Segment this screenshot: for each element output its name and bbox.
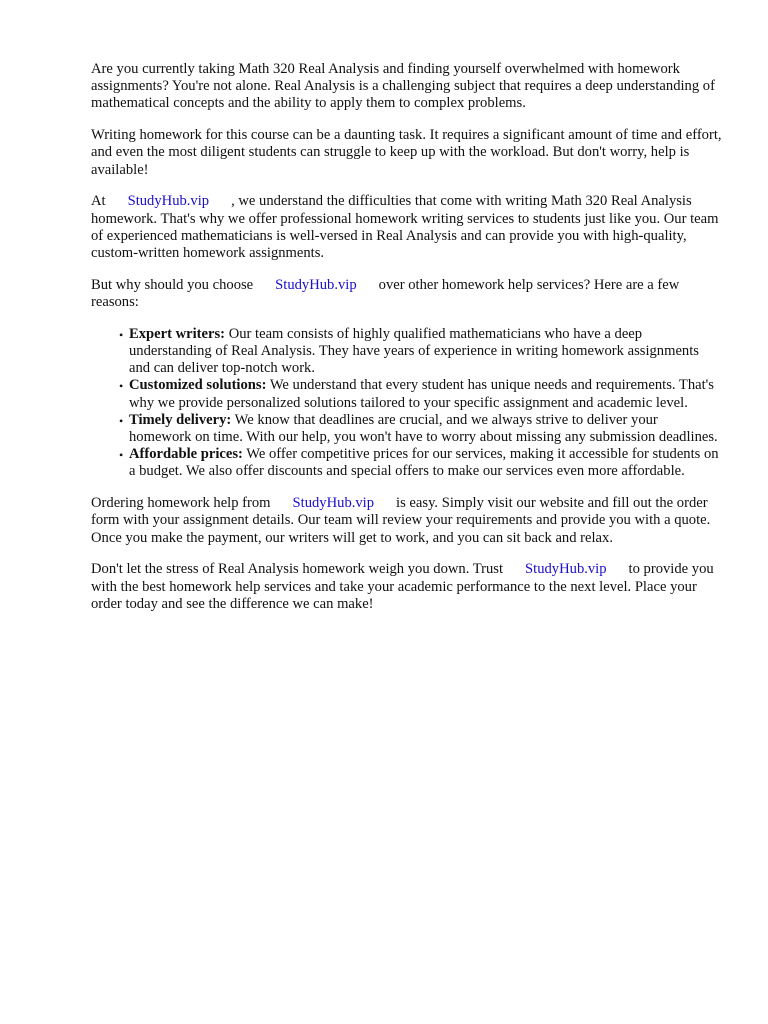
- list-item-text: We offer competitive prices for our services, making it accessible for students on a budget. We also offer discounts and special offers to make our services even more affordable.: [129, 446, 719, 480]
- list-item: [91, 377, 723, 411]
- studyhub-link[interactable]: StudyHub.vip: [292, 495, 375, 512]
- about-text-after: , we understand the difficulties that come with writing Math 320 Real Analysis homework. That's why we offer professional homework writing services to students just like you. Our team of experienced mathematicians is well-versed in Real Analysis and can provide you with high-quality, custom-written homework assignments.: [91, 193, 719, 262]
- list-item-text: Our team consists of highly qualified mathematicians who have a deep understanding of Real Analysis. They have years of experience in writing homework assignments and can deliver top-notch work.: [129, 325, 699, 377]
- bullet-icon: •: [119, 327, 124, 342]
- list-item-title: Timely delivery:: [129, 411, 232, 428]
- bullet-icon: •: [119, 413, 124, 428]
- list-item-title: Affordable prices:: [129, 446, 243, 463]
- bullet-icon: •: [119, 448, 124, 463]
- bullet-icon: •: [119, 379, 124, 394]
- closing-text-after: to provide you with the best homework help services and take your academic performance to the next level. Place your order today and see the difference we can make!: [91, 561, 714, 612]
- difficulty-paragraph: Writing homework for this course can be a daunting task. It requires a significant amount of time and effort, and even the most diligent students can struggle to keep up with the workload. But don't worry, help is available!: [91, 127, 722, 178]
- about-text-before: At: [91, 193, 106, 210]
- studyhub-link[interactable]: StudyHub.vip: [127, 193, 210, 210]
- about-paragraph: [91, 193, 723, 262]
- closing-text-before: Don't let the stress of Real Analysis homework weigh you down. Trust: [91, 561, 504, 578]
- ordering-text-before: Ordering homework help from: [91, 495, 271, 512]
- reasons-text-after: over other homework help services? Here are a few reasons:: [91, 276, 680, 311]
- list-item-text: We know that deadlines are crucial, and we always strive to deliver your homework on time. With our help, you won't have to worry about missing any submission deadlines.: [129, 411, 718, 446]
- list-item-title: Expert writers:: [129, 325, 226, 342]
- studyhub-link[interactable]: StudyHub.vip: [525, 561, 607, 578]
- reasons-list: [91, 326, 723, 481]
- list-item-text: We understand that every student has unique needs and requirements. That's why we provide personalized solutions tailored to your specific assignment and academic level.: [129, 377, 714, 411]
- list-item: [91, 412, 723, 446]
- studyhub-link[interactable]: StudyHub.vip: [275, 276, 357, 293]
- ordering-paragraph: [91, 495, 723, 547]
- ordering-text-after: is easy. Simply visit our website and fill out the order form with your assignment details. Our team will review your requirements and provide you with a quote. Once you make the payment, our writers will get to work, and you can sit back and relax.: [91, 495, 711, 546]
- document-page: [91, 61, 723, 628]
- closing-paragraph: [91, 561, 723, 613]
- list-item: [91, 326, 723, 378]
- intro-paragraph: Are you currently taking Math 320 Real Analysis and finding yourself overwhelmed with homework assignments? You're not alone. Real Analysis is a challenging subject that requires a deep understanding of mathematical concepts and the ability to apply them to complex problems.: [91, 61, 715, 112]
- reasons-intro-paragraph: [91, 277, 723, 311]
- list-item-title: Customized solutions:: [129, 377, 267, 394]
- reasons-text-before: But why should you choose: [91, 276, 254, 293]
- list-item: [91, 446, 723, 480]
